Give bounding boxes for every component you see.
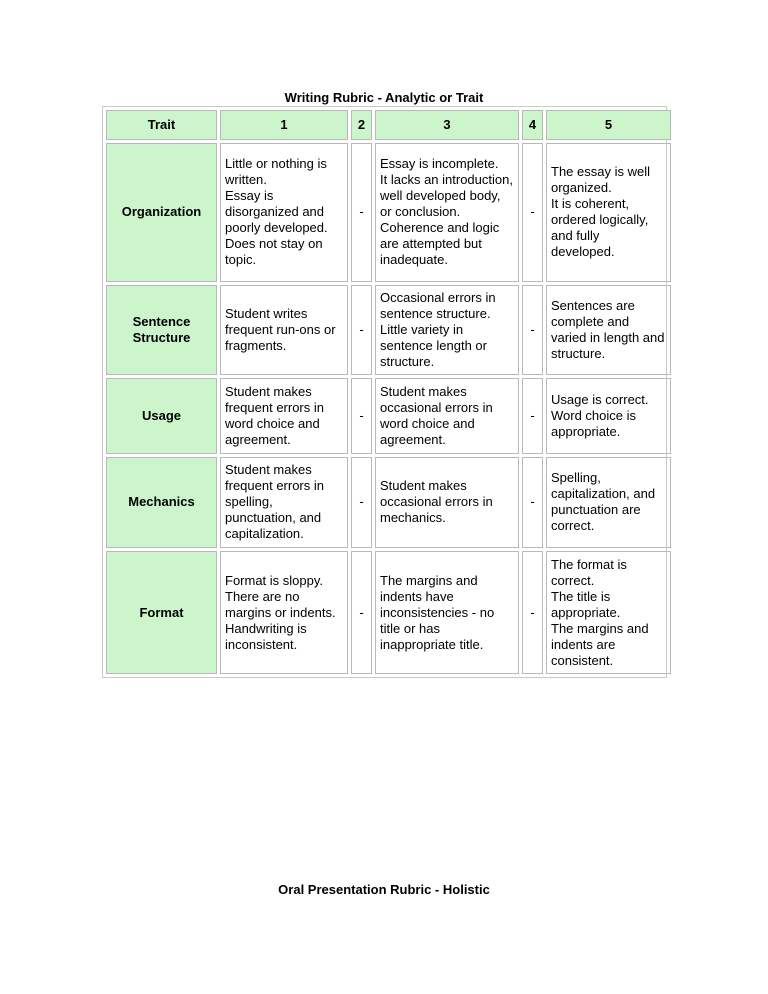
- score-3-cell: The margins and indents have inconsistencies - no title or has inappropriate title.: [375, 551, 519, 674]
- trait-label: Usage: [106, 378, 217, 453]
- trait-label: Mechanics: [106, 457, 217, 549]
- score-5-cell: Sentences are complete and varied in length and structure.: [546, 285, 671, 376]
- score-1-cell: Format is sloppy. There are no margins or indents. Handwriting is inconsistent.: [220, 551, 348, 674]
- score-1-cell: Student writes frequent run-ons or fragments.: [220, 285, 348, 376]
- oral-rubric-title: Oral Presentation Rubric - Holistic: [278, 882, 490, 897]
- score-5-cell: The essay is well organized. It is coherent, ordered logically, and fully developed.: [546, 143, 671, 282]
- score-2-cell: -: [351, 378, 372, 453]
- score-5-cell: Usage is correct. Word choice is appropriate.: [546, 378, 671, 453]
- score-4-cell: -: [522, 143, 543, 282]
- score-4-cell: -: [522, 551, 543, 674]
- header-score-1: 1: [220, 110, 348, 140]
- score-5-cell: The format is correct. The title is appropriate. The margins and indents are consistent.: [546, 551, 671, 674]
- score-1-cell: Student makes frequent errors in word choice and agreement.: [220, 378, 348, 453]
- table-row: [106, 551, 671, 674]
- header-score-3: 3: [375, 110, 519, 140]
- score-1-cell: Little or nothing is written. Essay is disorganized and poorly developed. Does not stay on topic.: [220, 143, 348, 282]
- writing-rubric-title: Writing Rubric - Analytic or Trait: [284, 90, 484, 105]
- score-3-cell: Student makes occasional errors in mechanics.: [375, 457, 519, 549]
- score-2-cell: -: [351, 143, 372, 282]
- score-1-cell: Student makes frequent errors in spelling, punctuation, and capitalization.: [220, 457, 348, 549]
- header-trait: Trait: [106, 110, 217, 140]
- score-2-cell: -: [351, 457, 372, 549]
- header-score-5: 5: [546, 110, 671, 140]
- score-4-cell: -: [522, 457, 543, 549]
- writing-rubric-table: [102, 106, 667, 678]
- table-row: [106, 378, 671, 453]
- header-score-4: 4: [522, 110, 543, 140]
- trait-label: Sentence Structure: [106, 285, 217, 376]
- table-row: [106, 285, 671, 376]
- header-score-2: 2: [351, 110, 372, 140]
- trait-label: Format: [106, 551, 217, 674]
- table-row: [106, 143, 671, 282]
- score-3-cell: Essay is incomplete. It lacks an introduction, well developed body, or conclusion. Coherence and logic are attempted but inadequate.: [375, 143, 519, 282]
- score-3-cell: Occasional errors in sentence structure. Little variety in sentence length or structure.: [375, 285, 519, 376]
- score-3-cell: Student makes occasional errors in word choice and agreement.: [375, 378, 519, 453]
- score-2-cell: -: [351, 551, 372, 674]
- score-4-cell: -: [522, 378, 543, 453]
- trait-label: Organization: [106, 143, 217, 282]
- score-5-cell: Spelling, capitalization, and punctuation are correct.: [546, 457, 671, 549]
- score-2-cell: -: [351, 285, 372, 376]
- score-4-cell: -: [522, 285, 543, 376]
- table-row: [106, 457, 671, 549]
